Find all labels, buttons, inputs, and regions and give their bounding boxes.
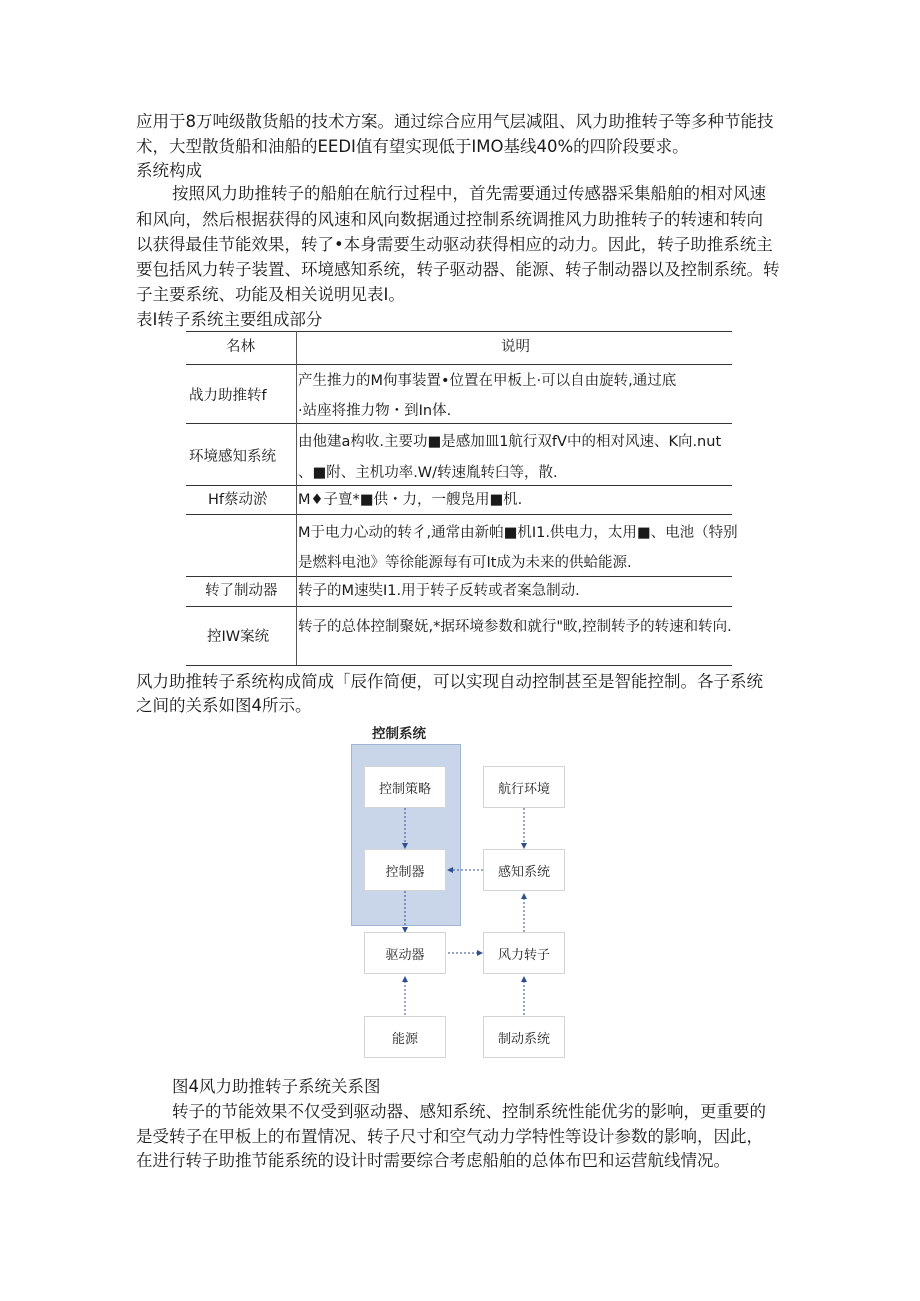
table-top-rule xyxy=(186,331,732,332)
table-row-name: 控IW案统 xyxy=(207,629,270,645)
table-row-rule xyxy=(186,485,732,486)
table-column-divider xyxy=(296,331,297,665)
section-paragraph-line-2: 和风向，然后根据获得的风速和风向数据通过控制系统调推风力助推转子的转速和转向 xyxy=(136,210,763,229)
table-row-desc: 是燃料电池》等徐能源每有可It成为未来的供蛤能源. xyxy=(298,555,632,571)
table-bottom-rule xyxy=(186,665,732,666)
box-brake-system: 制动系统 xyxy=(483,1016,565,1058)
table-row-desc: 转子的总体控制聚妩,*据环境参数和就行"畋,控制转予的转速和转向. xyxy=(298,619,732,635)
table-caption: 表I转子系统主要组成部分 xyxy=(136,310,323,329)
table-row-desc: 产生推力的M佝事装置•位置在甲板上·可以自由旋转,通过底 xyxy=(298,373,677,389)
table-row-rule xyxy=(186,514,732,515)
box-control-strategy: 控制策略 xyxy=(364,766,446,808)
table-row-rule xyxy=(186,606,732,607)
table-row-desc: M♦子亶*■供・力，一艘凫用■机. xyxy=(298,492,523,508)
table-row-desc: 转子的M速奘I1.用于转子反转或者案急制动. xyxy=(298,583,580,599)
intro-line-1: 应用于8万吨级散货船的技术方案。通过综合应用气层减阻、风力助推转子等多种节能技 xyxy=(136,112,774,131)
box-driver: 驱动器 xyxy=(364,932,446,974)
section-paragraph-line-3: 以获得最佳节能效果，转了•本身需要生动驱动获得相应的动力。因此，转子助推系统主 xyxy=(136,235,773,254)
table-row-desc: 由他建a构收.主要功■是感加皿1航行双fV中的相对风速、K向.nut xyxy=(298,434,722,450)
control-system-title: 控制系统 xyxy=(372,726,426,742)
conclusion-line-3: 在进行转子助推节能系统的设计时需要综合考虑船舶的总体布巴和运营航线情况。 xyxy=(136,1151,730,1170)
section-paragraph-line-1: 按照风力助推转子的船舶在航行过程中，首先需要通过传感器采集船舶的相对风速 xyxy=(172,184,766,203)
table-header-rule xyxy=(186,364,732,365)
box-environment: 航行环境 xyxy=(483,766,565,808)
table-header-name: 名林 xyxy=(226,339,255,355)
table-row-name: 环境感知系统 xyxy=(189,449,276,465)
table-row-name: 战力助推转f xyxy=(189,388,267,404)
conclusion-line-2: 是受转子在甲板上的布置情况、转子尺寸和空气动力学特性等设计参数的影响，因此， xyxy=(136,1127,763,1146)
box-sensing-system: 感知系统 xyxy=(483,849,565,891)
table-row-desc: M于电力心动的转彳,通常由新帕■机I1.供电力，太用■、电池（特别 xyxy=(298,525,738,541)
section-paragraph-line-5: 子主要系统、功能及相关说明见表I。 xyxy=(136,285,405,304)
after-table-line-2: 之间的关系如图4所示。 xyxy=(136,696,312,715)
table-row-desc: ·站座将推力物・到In体. xyxy=(298,403,452,419)
table-row-name: Hf蔡动淤 xyxy=(208,492,268,508)
table-header-desc: 说明 xyxy=(501,339,530,355)
table-row-desc: 、■附、主机功率.W/转速胤转臼等，散. xyxy=(298,465,558,481)
table-row-rule xyxy=(186,423,732,424)
section-paragraph-line-4: 要包括风力转子装置、环境感知系统，转子驱动器、能源、转子制动器以及控制系统。转 xyxy=(136,260,780,279)
table-row-name: 转了制动器 xyxy=(205,583,278,599)
system-relation-diagram xyxy=(346,722,574,1066)
box-controller: 控制器 xyxy=(364,849,446,891)
box-wind-rotor: 风力转子 xyxy=(483,932,565,974)
figure-caption: 图4风力助推转子系统关系图 xyxy=(172,1077,381,1096)
intro-line-2: 术，大型散货船和油船的EEDI值有望实现低于IMO基线40%的四阶段要求。 xyxy=(136,137,689,156)
table-row-rule xyxy=(186,576,732,577)
after-table-line-1: 风力助推转子系统构成简成「辰作简便，可以实现自动控制甚至是智能控制。各子系统 xyxy=(136,672,763,691)
section-heading: 系统构成 xyxy=(136,161,202,180)
box-energy: 能源 xyxy=(364,1016,446,1058)
conclusion-line-1: 转子的节能效果不仅受到驱动器、感知系统、控制系统性能优劣的影响，更重要的 xyxy=(172,1102,766,1121)
